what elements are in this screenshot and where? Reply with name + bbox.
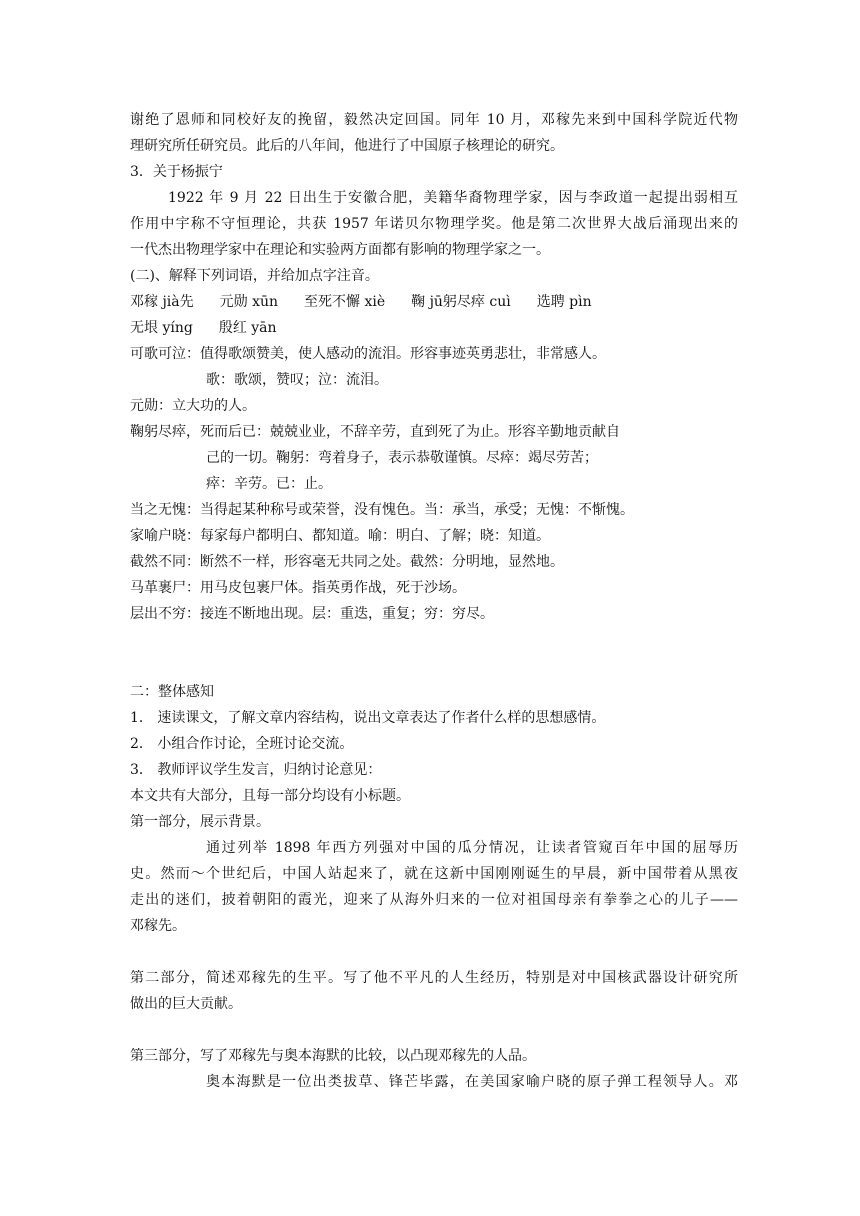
definition-line: 马革裹尸：用马皮包裹尸体。指英勇作战，死于沙场。 — [130, 580, 466, 596]
pinyin-item: 至死不懈 xiè — [304, 294, 386, 310]
text-line: 作用中宇称不守恒理论，共获 1957 年诺贝尔物理学奖。他是第二次世界大战后涌现出来的 — [130, 216, 738, 232]
text-line: 1922 年 9 月 22 日出生于安徽合肥，美籍华裔物理学家，因与李政道一起提出弱相互 — [168, 190, 738, 206]
text-line: 第二部分，简述邓稼先的生平。写了他不平凡的人生经历，特别是对中国核武器设计研究所 — [130, 970, 738, 986]
list-item: 1． 速读课文，了解文章内容结构，说出文章表达了作者什么样的思想感情。 — [130, 710, 606, 726]
pinyin-item: 鞠 jū躬尽瘁 cuì — [411, 294, 511, 310]
definition-line: 家喻户晓：每家每户都明白、都知道。喻：明白、了解；晓：知道。 — [130, 528, 550, 544]
text-line: 理研究所任研究员。此后的八年间，他进行了中国原子核理论的研究。 — [130, 138, 564, 154]
section-heading: (二)、解释下列词语，并给加点字注音。 — [130, 268, 379, 284]
text-line: 做出的巨大贡献。 — [130, 996, 242, 1012]
text-line: 一代杰出物理学家中在理论和实验两方面都有影响的物理学家之一。 — [130, 242, 550, 258]
text-line: 第三部分，写了邓稼先与奥本海默的比较，以凸现邓稼先的人品。 — [130, 1048, 536, 1064]
pinyin-item: 殷红 yān — [218, 320, 277, 336]
text-line: 走出的迷们，披着朝阳的霞光，迎来了从海外归来的一位对祖国母亲有拳拳之心的儿子—— — [130, 892, 738, 908]
pinyin-row — [130, 289, 738, 315]
text-line: 史。然而～个世纪后，中国人站起来了，就在这新中国刚刚诞生的早晨，新中国带着从黑夜 — [130, 866, 738, 882]
pinyin-item: 元勋 xūn — [219, 294, 279, 310]
definition-line: 当之无愧：当得起某种称号或荣誉，没有愧色。当：承当，承受；无愧：不惭愧。 — [130, 502, 634, 518]
pinyin-item: 邓稼 jià先 — [130, 294, 194, 310]
text-line: 本文共有大部分，且每一部分均设有小标题。 — [130, 788, 410, 804]
text-line: 第一部分，展示背景。 — [130, 814, 270, 830]
pinyin-item: 选聘 pìn — [536, 294, 592, 310]
pinyin-row — [130, 315, 738, 341]
definition-line: 可歌可泣：值得歌颂赞美，使人感动的流泪。形容事迹英勇悲壮，非常感人。 — [130, 346, 606, 362]
text-line: 谢绝了恩师和同校好友的挽留，毅然决定回国。同年 10 月，邓稼先来到中国科学院近代物 — [130, 112, 738, 128]
definition-line: 鞠躬尽瘁，死而后已：兢兢业业，不辞辛劳，直到死了为止。形容辛勤地贡献自 — [130, 424, 620, 440]
pinyin-item: 无垠 yíng — [130, 320, 193, 336]
list-item: 3． 教师评议学生发言，归纳讨论意见： — [130, 762, 382, 778]
section-heading: 3．关于杨振宁 — [130, 164, 223, 180]
section-heading: 二：整体感知 — [130, 684, 214, 700]
definition-line: 截然不同：断然不一样，形容毫无共同之处。截然：分明地，显然地。 — [130, 554, 564, 570]
text-line: 邓稼先。 — [130, 918, 186, 934]
definition-line: 歌：歌颂，赞叹；泣：流泪。 — [206, 372, 388, 388]
text-line: 通过列举 1898 年西方列强对中国的瓜分情况，让读者管窥百年中国的屈辱历 — [206, 840, 738, 856]
definition-line: 己的一切。鞠躬：弯着身子，表示恭敬谨慎。尽瘁：竭尽劳苦； — [206, 450, 598, 466]
list-item: 2． 小组合作讨论，全班讨论交流。 — [130, 736, 354, 752]
definition-line: 层出不穷：接连不断地出现。层：重迭，重复；穷：穷尽。 — [130, 606, 494, 622]
definition-line: 元勋：立大功的人。 — [130, 398, 256, 414]
text-line: 奥本海默是一位出类拔草、锋芒毕露，在美国家喻户晓的原子弹工程领导人。邓 — [206, 1074, 738, 1090]
definition-line: 瘁：辛劳。已：止。 — [206, 476, 332, 492]
